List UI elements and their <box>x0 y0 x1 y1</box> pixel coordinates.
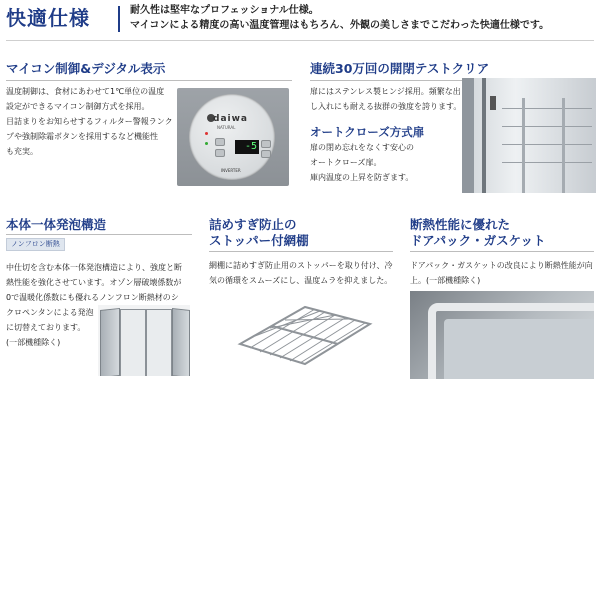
header-tagline-1: 耐久性は堅牢なプロフェッショナル仕様。 <box>130 5 319 16</box>
section-title-hinge: 連続30万回の開閉テストクリア <box>310 61 490 76</box>
status-led-icon <box>205 142 208 145</box>
panel-sublabel: NATURAL <box>217 125 236 130</box>
text-line: 庫内温度の上昇を防ぎます。 <box>310 173 414 182</box>
inverter-label: INVERTER <box>221 168 241 173</box>
temperature-display: -5 <box>235 140 259 154</box>
header-rule <box>6 40 594 41</box>
wire-shelf-image <box>210 292 385 377</box>
text-line: プや強制除霜ボタンを採用するなど機能性 <box>6 132 158 141</box>
text-line: も充実。 <box>6 147 38 156</box>
refrigerator-image <box>98 305 190 376</box>
open-door <box>172 308 190 376</box>
text-line: 扉にはステンレス製ヒンジ採用。頻繁な出 <box>310 87 461 96</box>
section-title-stopper-2: ストッパー付網棚 <box>209 233 309 248</box>
section-rule <box>410 251 594 252</box>
text-line: し入れにも耐える抜群の強度を誇ります。 <box>310 102 462 111</box>
text-line: (一部機種除く) <box>6 338 61 347</box>
text-line: 上。(一部機種除く) <box>410 276 481 285</box>
shelf-wire <box>502 144 592 145</box>
section-rule <box>209 251 393 252</box>
hinge-icon <box>490 96 496 110</box>
text-line: 熱性能を強化させています。オゾン層破壊係数が <box>6 278 182 287</box>
panel-button <box>261 140 271 148</box>
shelf-post <box>562 98 565 193</box>
autoclose-description <box>310 140 414 185</box>
section-rule <box>6 234 192 235</box>
microcomputer-description <box>6 84 173 159</box>
text-line: オートクローズ扉。 <box>310 158 382 167</box>
open-door <box>100 308 120 376</box>
section-rule <box>6 80 292 81</box>
panel-button <box>215 138 225 146</box>
cabinet-interior-image <box>462 78 596 193</box>
alarm-led-icon <box>205 132 208 135</box>
text-line: 中仕切を含む本体一体発泡構造により、強度と断 <box>6 263 182 272</box>
door-edge <box>482 78 486 193</box>
door-gasket-image <box>410 291 594 379</box>
section-title-stopper-1: 詰めすぎ防止の <box>209 217 297 232</box>
controller-dial <box>189 94 275 180</box>
controller-panel-image <box>177 88 289 186</box>
title-divider <box>118 6 120 32</box>
wire-shelf-graphic <box>210 292 385 377</box>
shelf-post <box>522 98 525 193</box>
door-frame <box>462 78 474 193</box>
text-line: 目詰まりをお知らせするフィルター警報ランク <box>6 117 173 126</box>
text-line: ドアパック・ガスケットの改良により断熱性能が向 <box>410 261 593 270</box>
brand-logo: daiwa <box>213 114 248 124</box>
header-tagline-2: マイコンによる精度の高い温度管理はもちろん、外観の美しさまでこだわった快適仕様です。 <box>130 20 550 31</box>
subsection-title-autoclose: オートクローズ方式扉 <box>310 125 425 139</box>
text-line: に切替えております。 <box>6 323 86 332</box>
text-line: 0で温暖化係数にも優れるノンフロン断熱材のシ <box>6 293 179 302</box>
stopper-description <box>209 258 392 288</box>
hinge-description <box>310 84 461 114</box>
cabinet-compartment <box>146 309 172 376</box>
section-title-microcomputer: マイコン制御&デジタル表示 <box>6 61 166 76</box>
gasket-description <box>410 258 593 288</box>
text-line: 設定ができるマイコン制御方式を採用。 <box>6 102 150 111</box>
section-title-foam: 本体一体発泡構造 <box>6 217 107 232</box>
shelf-wire <box>502 126 592 127</box>
cabinet-compartment <box>120 309 146 376</box>
section-title-gasket-1: 断熱性能に優れた <box>410 217 511 232</box>
page-title: 快適仕様 <box>6 6 90 30</box>
section-title-gasket-2: ドアパック・ガスケット <box>410 233 546 248</box>
gasket-seal <box>428 303 594 379</box>
shelf-wire <box>502 108 592 109</box>
shelf-wire <box>502 162 592 163</box>
text-line: クロペンタンによる発泡 <box>6 308 94 317</box>
non-fluorocarbon-badge: ノンフロン断熱 <box>6 238 65 251</box>
panel-button <box>215 149 225 157</box>
text-line: 網棚に詰めすぎ防止用のストッパーを取り付け、冷 <box>209 261 393 270</box>
panel-button <box>261 150 271 158</box>
text-line: 温度制御は、食材にあわせて1℃単位の温度 <box>6 87 165 96</box>
text-line: 扉の閉め忘れをなくす安心の <box>310 143 414 152</box>
text-line: 気の循環をスムーズにし、温度ムラを抑えました。 <box>209 276 393 285</box>
